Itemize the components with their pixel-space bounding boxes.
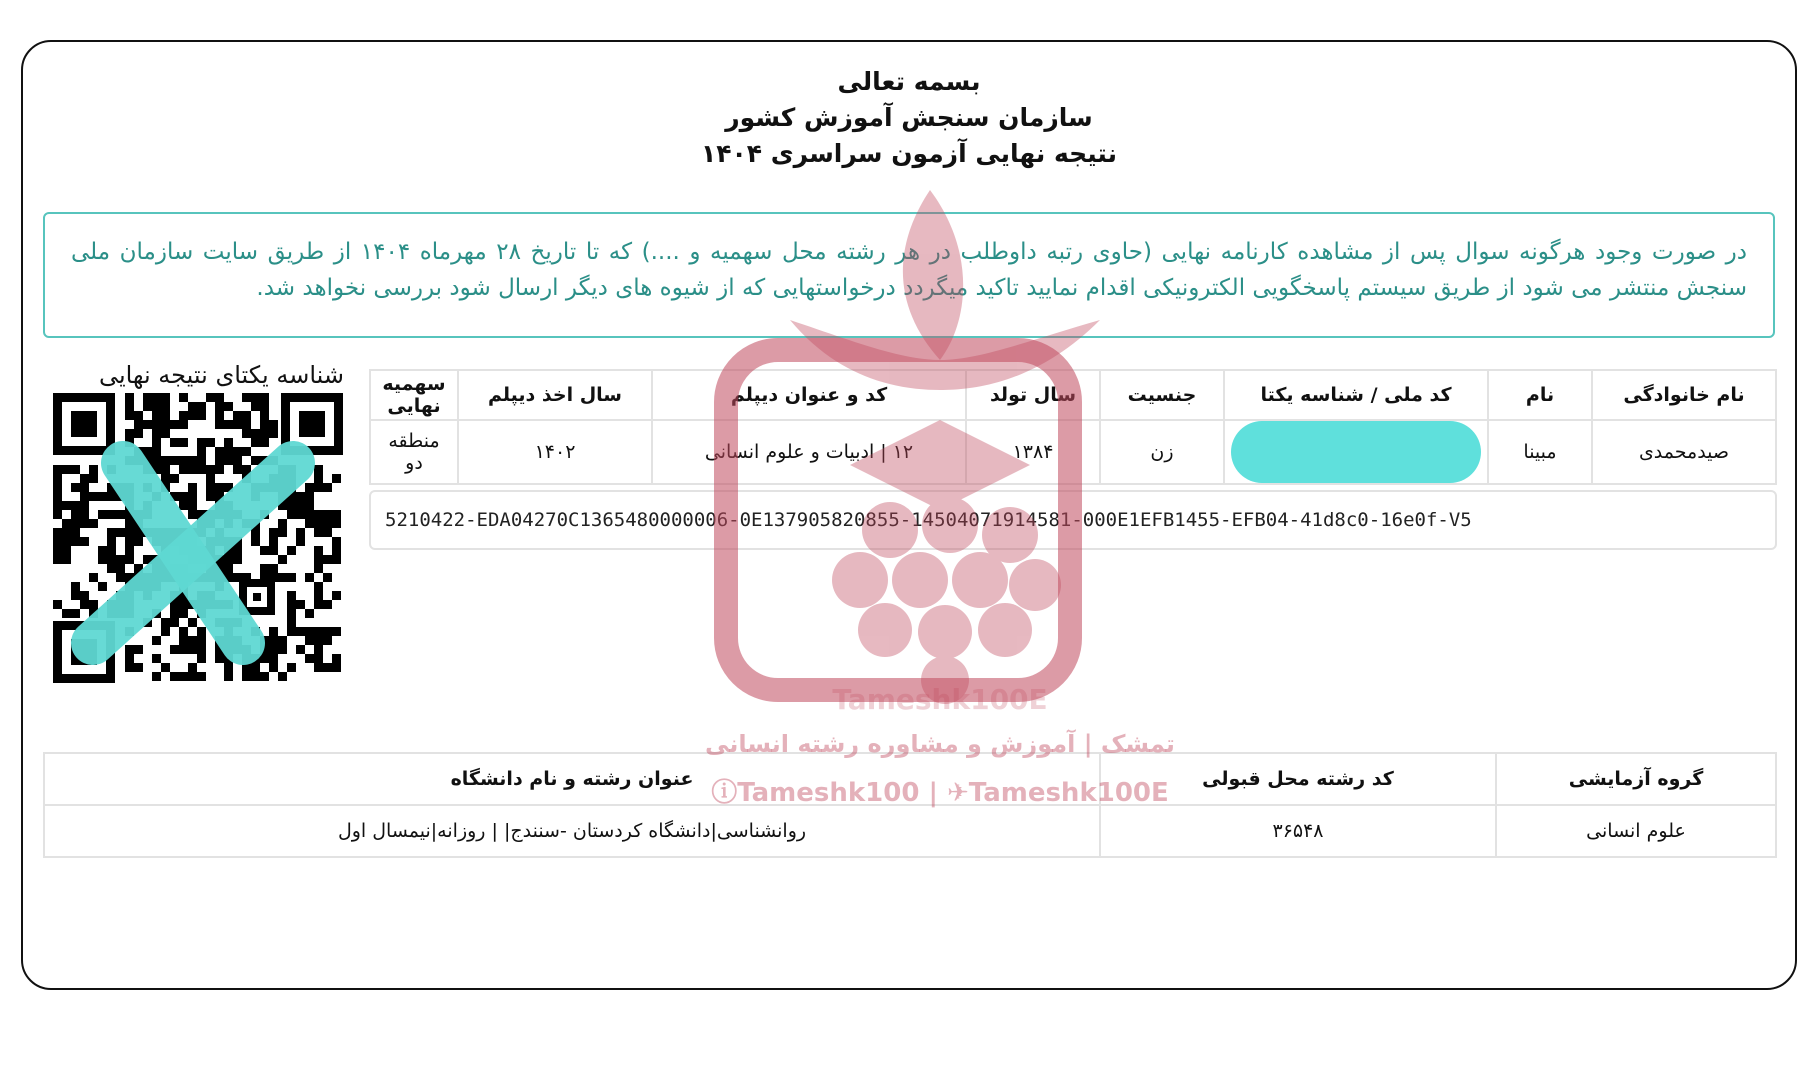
watermark-handles: ⓘTameshk100 | ✈Tameshk100E bbox=[711, 778, 1169, 808]
watermark-domain: Tameshk100E bbox=[832, 683, 1048, 716]
gender-value: زن bbox=[1100, 420, 1224, 484]
diploma-value: ۱۲ | ادبیات و علوم انسانی bbox=[652, 420, 966, 484]
header-group: گروه آزمایشی bbox=[1496, 753, 1776, 805]
header-title: عنوان رشته و نام دانشگاه bbox=[44, 753, 1100, 805]
code-value: ۳۶۵۴۸ bbox=[1100, 805, 1496, 857]
national-id-redacted bbox=[1224, 420, 1488, 484]
header-quota: سهمیه نهایی bbox=[370, 370, 458, 420]
birth-year-value: ۱۳۸۴ bbox=[966, 420, 1100, 484]
page-header bbox=[23, 64, 1795, 172]
quota-value: منطقه دو bbox=[370, 420, 458, 484]
header-national-id: کد ملی / شناسه یکتا bbox=[1224, 370, 1488, 420]
qr-code bbox=[53, 393, 343, 683]
tracking-code: 5210422-EDA04270C1365480000006-0E137905820855-14504071914581-000E1EFB1455-EFB04-41d8c0-16e0f-V5 bbox=[369, 490, 1777, 550]
watermark-title: تمشک | آموزش و مشاوره رشته انسانی bbox=[705, 730, 1175, 758]
header-code: کد رشته محل قبولی bbox=[1100, 753, 1496, 805]
header-line-1: بسمه تعالی bbox=[837, 67, 981, 96]
first-name-value: مبینا bbox=[1488, 420, 1592, 484]
qr-title: شناسه یکتای نتیجه نهایی bbox=[98, 361, 344, 389]
header-line-3: نتیجه نهایی آزمون سراسری ۱۴۰۴ bbox=[700, 139, 1117, 168]
diploma-year-value: ۱۴۰۲ bbox=[458, 420, 652, 484]
info-value-row bbox=[370, 420, 1776, 484]
header-gender: جنسیت bbox=[1100, 370, 1224, 420]
header-birth-year: سال تولد bbox=[966, 370, 1100, 420]
notice-box: در صورت وجود هرگونه سوال پس از مشاهده کارنامه نهایی (حاوی رتبه داوطلب در هر رشته محل سهمیه و ....) که تا تاریخ ۲۸ مهرماه ۱۴۰۴ از طریق سایت سازمان ملی سنجش منتشر می شود از طریق سیستم پاسخگویی الکترونیکی اقدام نمایید تاکید میگردد درخواستهایی که از شیوه های دیگر ارسال شود بررسی نخواهد شد. bbox=[43, 212, 1775, 338]
candidate-info-table bbox=[369, 369, 1777, 485]
header-first-name: نام bbox=[1488, 370, 1592, 420]
last-name-value: صیدمحمدی bbox=[1592, 420, 1776, 484]
header-last-name: نام خانوادگی bbox=[1592, 370, 1776, 420]
header-diploma-year: سال اخذ دیپلم bbox=[458, 370, 652, 420]
redaction-mark bbox=[1231, 421, 1481, 483]
group-value: علوم انسانی bbox=[1496, 805, 1776, 857]
header-line-2: سازمان سنجش آموزش کشور bbox=[725, 103, 1093, 132]
info-header-row bbox=[370, 370, 1776, 420]
result-value-row bbox=[44, 805, 1776, 857]
header-diploma: کد و عنوان دیپلم bbox=[652, 370, 966, 420]
title-value: روانشناسی|دانشگاه کردستان -سنندج| | روزانه|نیمسال اول bbox=[44, 805, 1100, 857]
